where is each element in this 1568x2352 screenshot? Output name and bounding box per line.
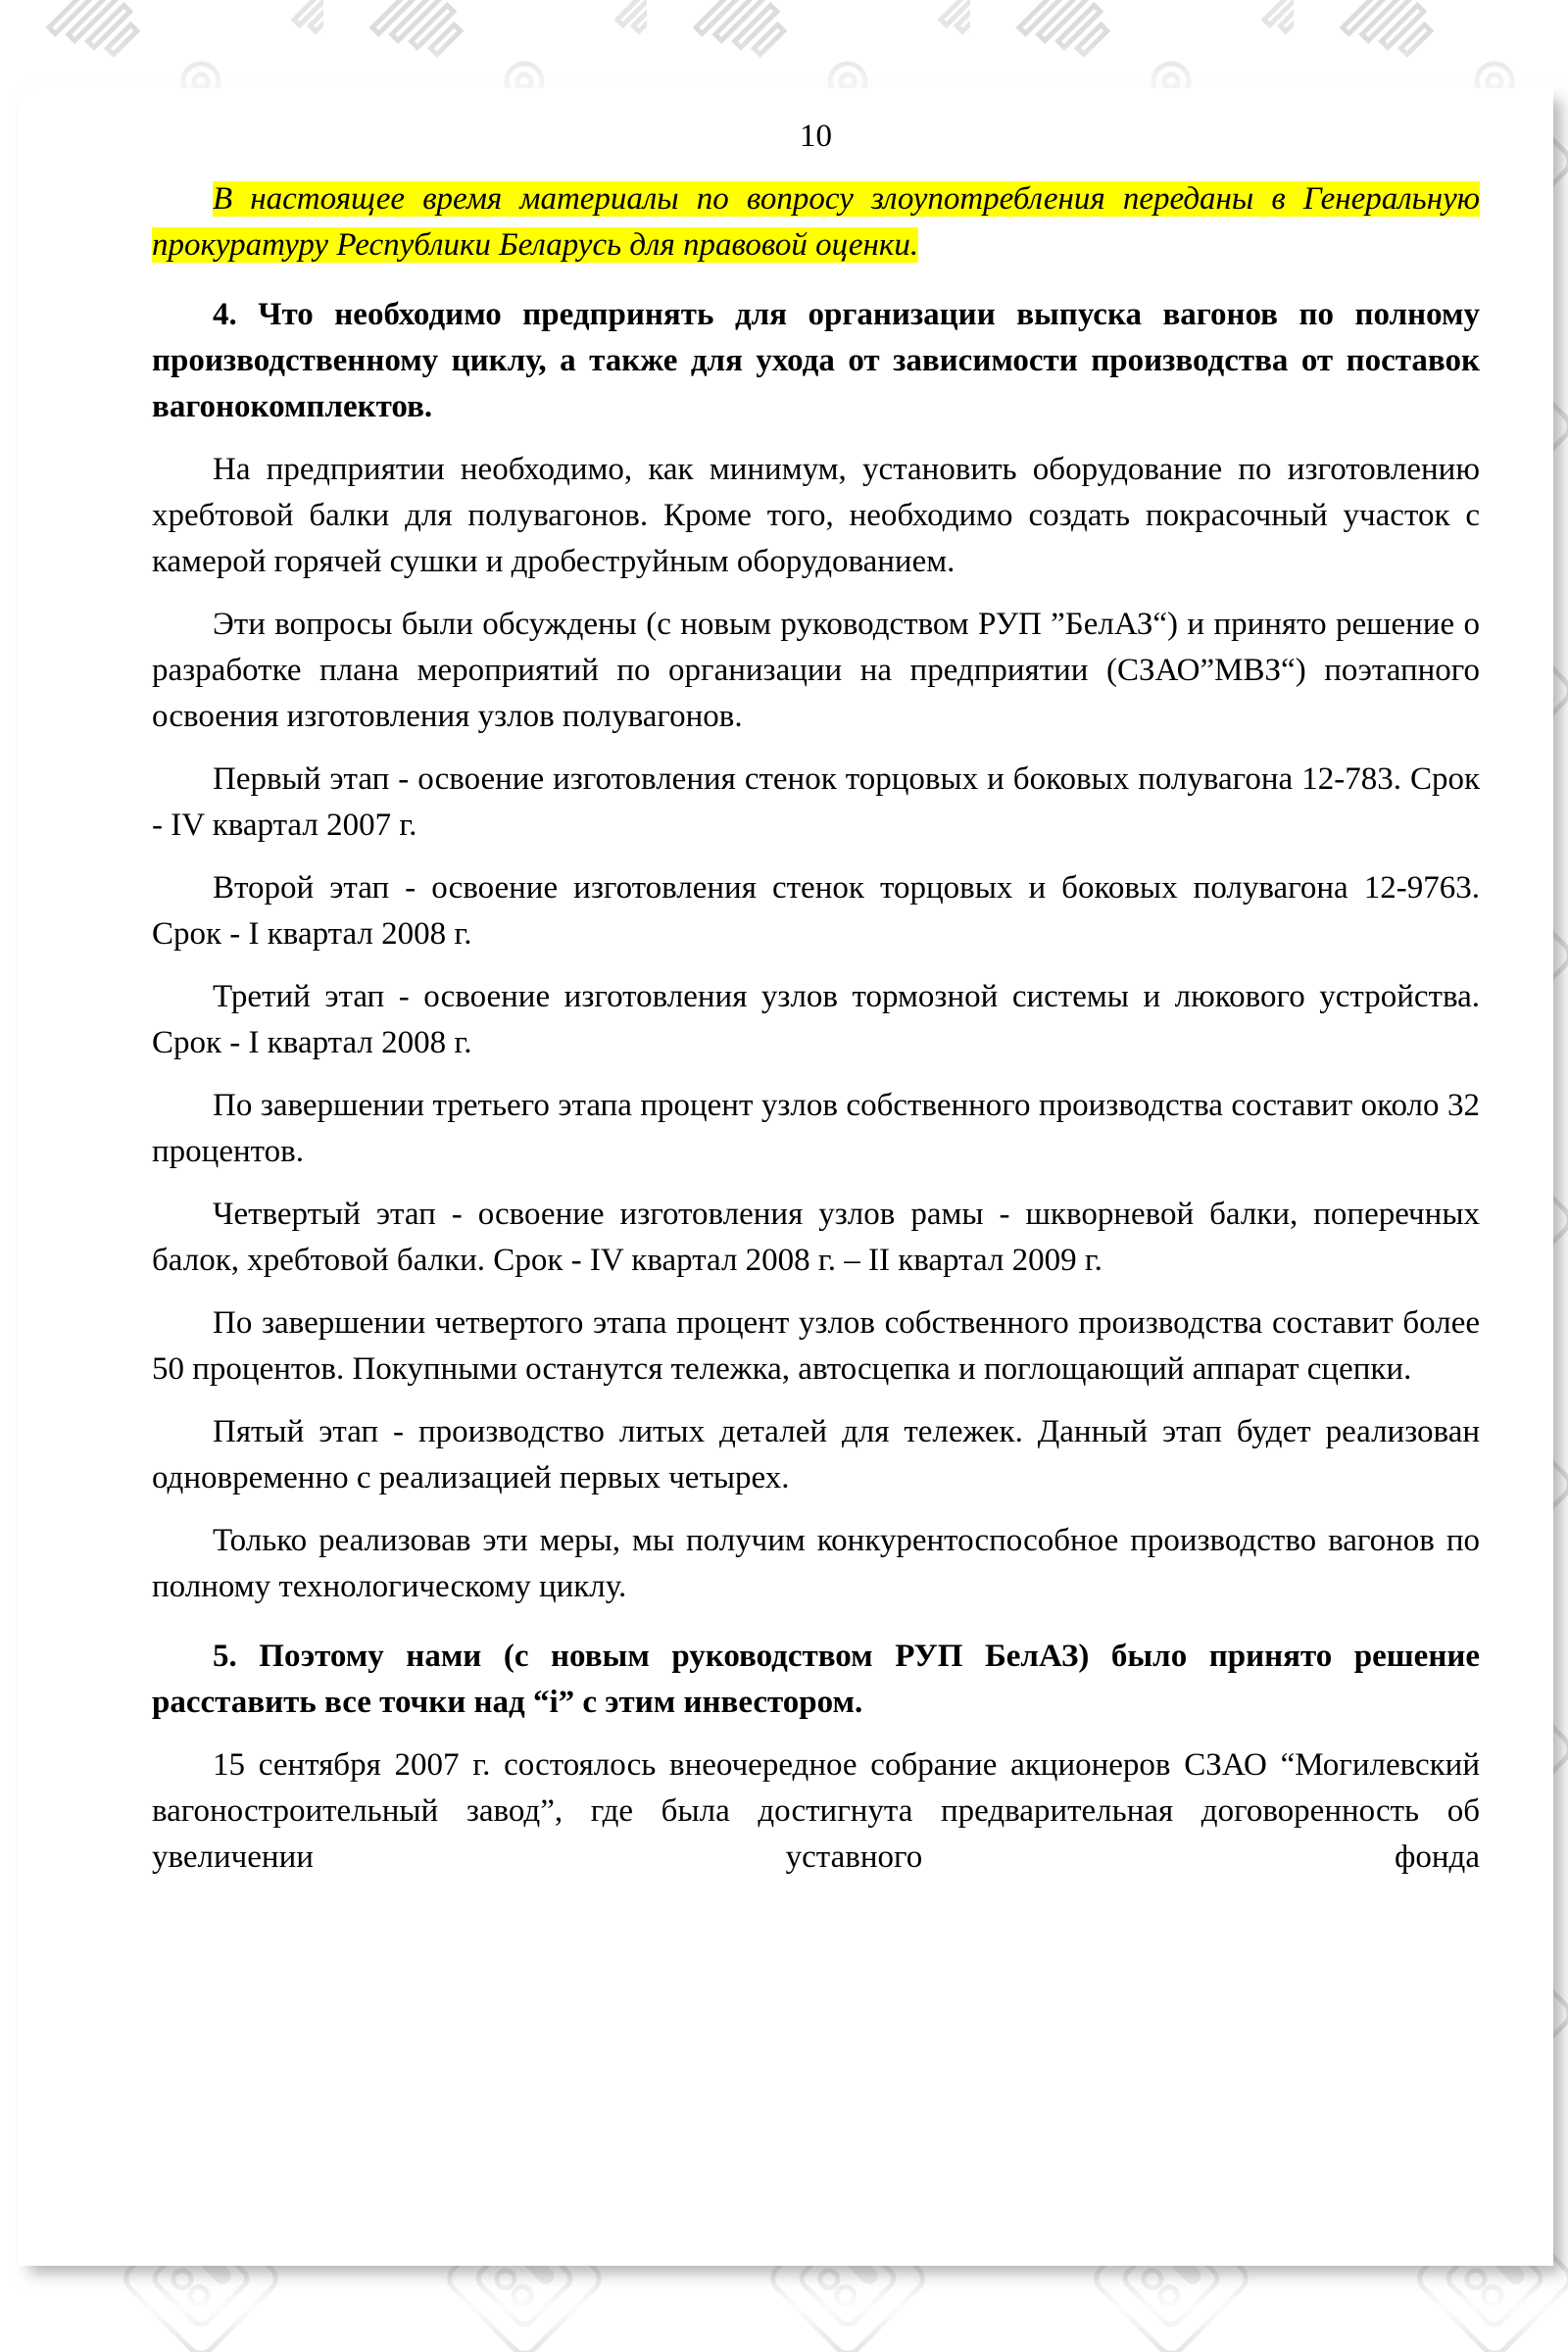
body-paragraph-meeting: 15 сентября 2007 г. состоялось внеочередное собрание акционеров СЗАО “Могилевский вагоностроительный завод”, где была достигнута предварительная договоренность об увеличении уставного фонда [152,1747,1480,1875]
body-paragraph-stage-3: Третий этап - освоение изготовления узлов тормозной системы и люкового устройства. Срок - I квартал 2008 г. [152,979,1480,1060]
section-heading-5: 5. Поэтому нами (с новым руководством РУП БелАЗ) было принято решение расставить все точки над “i” с этим инвестором. [152,1639,1480,1720]
body-paragraph-discussion: Эти вопросы были обсуждены (с новым руководством РУП ”БелАЗ“) и принято решение о разработке плана мероприятий по организации на предприятии (СЗАО”МВЗ“) поэтапного освоения изготовления узлов полувагонов. [152,607,1480,734]
body-paragraph-stage-4: Четвертый этап - освоение изготовления узлов рамы - шкворневой балки, поперечных балок, хребтовой балки. Срок - IV квартал 2008 г. – II квартал 2009 г. [152,1197,1480,1278]
document-page [18,88,1553,2266]
body-paragraph-conclusion: Только реализовав эти меры, мы получим конкурентоспособное производство вагонов по полному технологическому циклу. [152,1523,1480,1604]
section-heading-4: 4. Что необходимо предпринять для организации выпуска вагонов по полному производственному циклу, а также для ухода от зависимости производства от поставок вагонокомплектов. [152,297,1480,424]
body-paragraph-stage-1: Первый этап - освоение изготовления стенок торцовых и боковых полувагона 12-783. Срок - IV квартал 2007 г. [152,761,1480,843]
body-paragraph-stage-2: Второй этап - освоение изготовления стенок торцовых и боковых полувагона 12-9763. Срок - I квартал 2008 г. [152,870,1480,952]
page-number: 10 [800,119,832,154]
highlighted-paragraph [152,176,1480,269]
body-paragraph-stage-5: Пятый этап - производство литых деталей для тележек. Данный этап будет реализован одновременно с реализацией первых четырех. [152,1414,1480,1495]
body-paragraph-stage-4-result: По завершении четвертого этапа процент узлов собственного производства составит более 50 процентов. Покупными останутся тележка, автосцепка и поглощающий аппарат сцепки. [152,1305,1480,1387]
body-paragraph-equipment: На предприятии необходимо, как минимум, установить оборудование по изготовлению хребтовой балки для полувагонов. Кроме того, необходимо создать покрасочный участок с камерой горячей сушки и дробеструйным оборудованием. [152,452,1480,579]
highlight-mark: В настоящее время материалы по вопросу злоупотребления переданы в Генеральную прокуратуру Республики Беларусь для правовой оценки. [152,181,1480,263]
body-paragraph-stage-3-result: По завершении третьего этапа процент узлов собственного производства составит около 32 процентов. [152,1088,1480,1169]
